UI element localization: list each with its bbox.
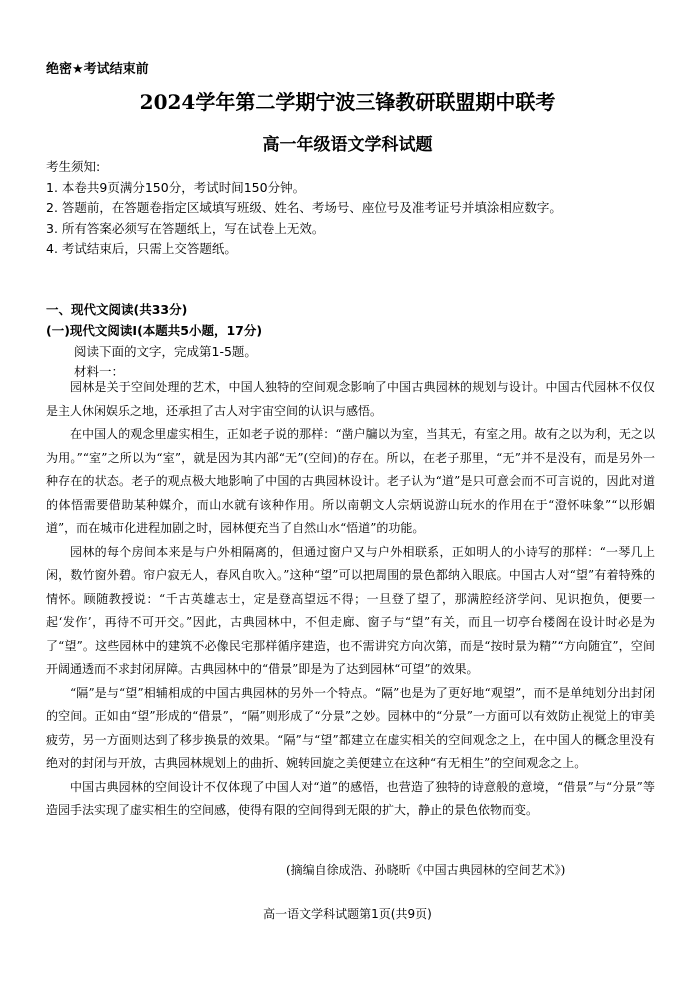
passage-paragraph: 园林的每个房间本来是与户外相隔离的，但通过窗户又与户外相联系，正如明人的小诗写的那样：“一琴几上闲，数竹窗外碧。帘户寂无人，春风自吹入。”这种“望”可以把周围的景色都纳入眼底。中国古人对“望”有着特殊的情怀。顾随教授说：“千古英雄志士，定是登高望远不得；一旦登了望了，那满腔经济学问、见识抱负，便要一起‘发作’，再待不可开交。”因此，古典园林中，不但走廊、窗子与“望”有关，而且一切亭台楼阁在设计时必是为了“望”。这些园林中的建筑不必像民宅那样循序建造，也不需讲究方向次第，而是“按时景为精”“方向随宜”，空间开阔通透而不求封闭屏障。古典园林中的“借景”即是为了达到园林“可望”的效果。 (46, 544, 655, 676)
notice-item: 3. 所有答案必须写在答题纸上，写在试卷上无效。 (46, 220, 325, 236)
notice-item: 2. 答题前，在答题卷指定区域填写班级、姓名、考场号、座位号及准考证号并填涂相应数字。 (46, 200, 562, 215)
notice-item: 4. 考试结束后，只需上交答题纸。 (46, 241, 237, 256)
section-subtitle: (一)现代文阅读Ⅰ(本题共5小题，17分) (46, 323, 263, 338)
section-title: 一、现代文阅读(共33分) (46, 302, 188, 317)
passage-paragraph: 中国古典园林的空间设计不仅体现了中国人对“道”的感悟，也营造了独特的诗意般的意境，“借景”与“分景”等造园手法实现了虚实相生的空间感，使得有限的空间得到无限的扩大，静止的景色依物而变。 (46, 779, 655, 817)
passage-paragraph: “隔”是与“望”相辅相成的中国古典园林的另外一个特点。“隔”也是为了更好地“观望”，而不是单纯划分出封闭的空间。正如由“望”形成的“借景”，“隔”则形成了“分景”之妙。园林中的“分景”一方面可以有效防止视觉上的审美疲劳，另一方面则达到了移步换景的效果。“隔”与“望”都建立在虚实相关的空间观念之上，在中国人的概念里没有绝对的封闭与开放，古典园林规划上的曲折、婉转回旋之美便建立在这种“有无相生”的空间观念之上。 (46, 685, 655, 770)
passage-paragraph: 园林是关于空间处理的艺术，中国人独特的空间观念影响了中国古典园林的规划与设计。中国古代园林不仅仅是主人休闲娱乐之地，还承担了古人对宇宙空间的认识与感悟。 (46, 380, 655, 418)
passage-paragraph: 在中国人的观念里虚实相生，正如老子说的那样：“凿户牖以为室，当其无，有室之用。故有之以为利，无之以为用。”“室”之所以为“室”，就是因为其内部“无”(空间)的存在。所以，在老子那里，“无”并不是没有，而是另外一种存在的状态。老子的观点极大地影响了中国的古典园林设计。老子认为“道”是只可意会而不可言说的，因此对道的体悟需要借助某种媒介，而山水就有该种作用。所以南朝文人宗炳说游山玩水的作用在于“澄怀味象”“以形媚道”，而在城市化进程加剧之时，园林便充当了自然山水“悟道”的功能。 (46, 427, 655, 535)
exam-title: 2024学年第二学期宁波三锋教研联盟期中联考 (139, 90, 556, 114)
passage-body (46, 376, 655, 823)
secret-mark: 绝密★考试结束前 (46, 62, 149, 77)
subject-title: 高一年级语文学科试题 (262, 135, 433, 155)
page-footer: 高一语文学科试题第1页(共9页) (263, 907, 432, 921)
reading-instruction: 阅读下面的文字，完成第1-5题。 (74, 344, 257, 359)
material-label: 材料一： (74, 364, 125, 379)
candidate-notice (46, 157, 666, 260)
notice-item: 1. 本卷共9页满分150分，考试时间150分钟。 (46, 179, 306, 195)
passage-source: (摘编自徐成浩、孙晓昕《中国古典园林的空间艺术》) (286, 863, 566, 877)
notice-heading: 考生须知: (46, 159, 101, 174)
